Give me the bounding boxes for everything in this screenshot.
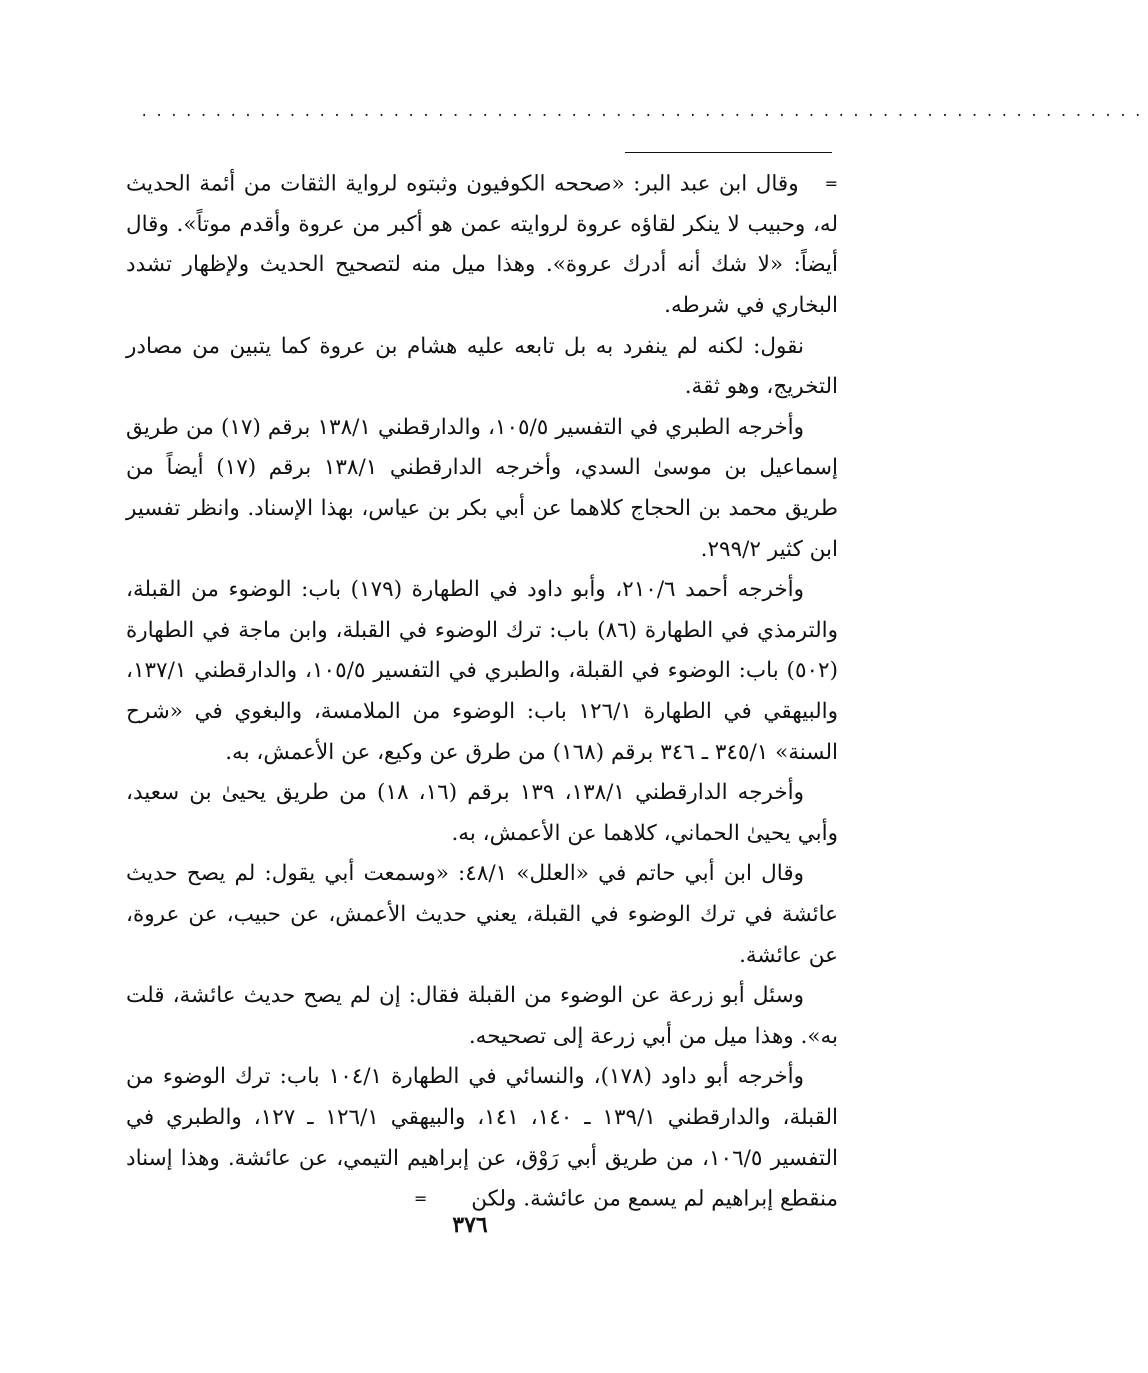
footnote-paragraph-6 [126, 854, 838, 976]
continuation-marker-start: = [824, 174, 838, 193]
footnote-paragraph-4 [126, 570, 838, 773]
footnote-separator-rule [625, 152, 832, 153]
footnote-paragraph-2 [126, 327, 838, 408]
footnotes-block [126, 164, 838, 1220]
paragraph-text: وأخرجه أبو داود (١٧٨)، والنسائي في الطهارة ١٠٤/١ باب: ترك الوضوء من القبلة، والدارقطني ١٣٩/١ ـ ١٤٠، ١٤١، والبيهقي ١٢٦/١ ـ ١٢٧، والطبري في التفسير ١٠٦/٥، من طريق أبي رَوْق، عن إبراهيم التيمي، عن عائشة. وهذا إسناد منقطع إبراهيم لم يسمع من عائشة. ولكن [126, 1064, 838, 1212]
footnote-paragraph-7 [126, 976, 838, 1057]
footnote-paragraph-3 [126, 408, 838, 570]
paragraph-text: وأخرجه الطبري في التفسير ١٠٥/٥، والدارقطني ١٣٨/١ برقم (١٧) من طريق إسماعيل بن موسىٰ السدي، وأخرجه الدارقطني ١٣٨/١ برقم (١٧) أيضاً من طريق محمد بن الحجاج كلاهما عن أبي بكر بن عياس، بهذا الإسناد. وانظر تفسير ابن كثير ٢٩٩/٢. [126, 414, 838, 562]
footnote-paragraph-8 [126, 1057, 838, 1220]
page-number: ٣٧٦ [452, 1212, 488, 1238]
paragraph-text: وقال ابن عبد البر: «صححه الكوفيون وثبتوه لرواية الثقات من أئمة الحديث له، وحبيب لا ينكر لقاؤه عروة لروايته عمن هو أكبر من عروة وأقدم موتاً». وقال أيضاً: «لا شك أنه أدرك عروة». وهذا ميل منه لتصحيح الحديث ولإظهار تشدد البخاري في شرطه. [126, 171, 838, 319]
footnote-paragraph-5 [126, 773, 838, 854]
continuation-marker-end: = [413, 1189, 428, 1209]
header-dotted-line: .................................................................... [140, 104, 1148, 120]
paragraph-text: وأخرجه أحمد ٢١٠/٦، وأبو داود في الطهارة (١٧٩) باب: الوضوء من القبلة، والترمذي في الطهارة (٨٦) باب: ترك الوضوء في القبلة، وابن ماجة في الطهارة (٥٠٢) باب: الوضوء في القبلة، والطبري في التفسير ١٠٥/٥، والدارقطني ١٣٧/١، والبيهقي في الطهارة ١٢٦/١ باب: الوضوء من الملامسة، والبغوي في «شرح السنة» ٣٤٥/١ ـ ٣٤٦ برقم (١٦٨) من طرق عن وكيع، عن الأعمش، به. [126, 577, 838, 765]
footnote-paragraph-1 [126, 164, 838, 327]
paragraph-text: وسئل أبو زرعة عن الوضوء من القبلة فقال: إن لم يصح حديث عائشة، قلت به». وهذا ميل من أبي زرعة إلى تصحيحه. [126, 983, 838, 1049]
paragraph-text: وقال ابن أبي حاتم في «العلل» ٤٨/١: «وسمعت أبي يقول: لم يصح حديث عائشة في ترك الوضوء في القبلة، يعني حديث الأعمش، عن حبيب، عن عروة، عن عائشة. [126, 861, 838, 968]
paragraph-text: وأخرجه الدارقطني ١٣٨/١، ١٣٩ برقم (١٦، ١٨) من طريق يحيىٰ بن سعيد، وأبي يحيىٰ الحماني، كلاهما عن الأعمش، به. [126, 780, 838, 846]
paragraph-text: نقول: لكنه لم ينفرد به بل تابعه عليه هشام بن عروة كما يتبين من مصادر التخريج، وهو ثقة. [126, 333, 838, 400]
